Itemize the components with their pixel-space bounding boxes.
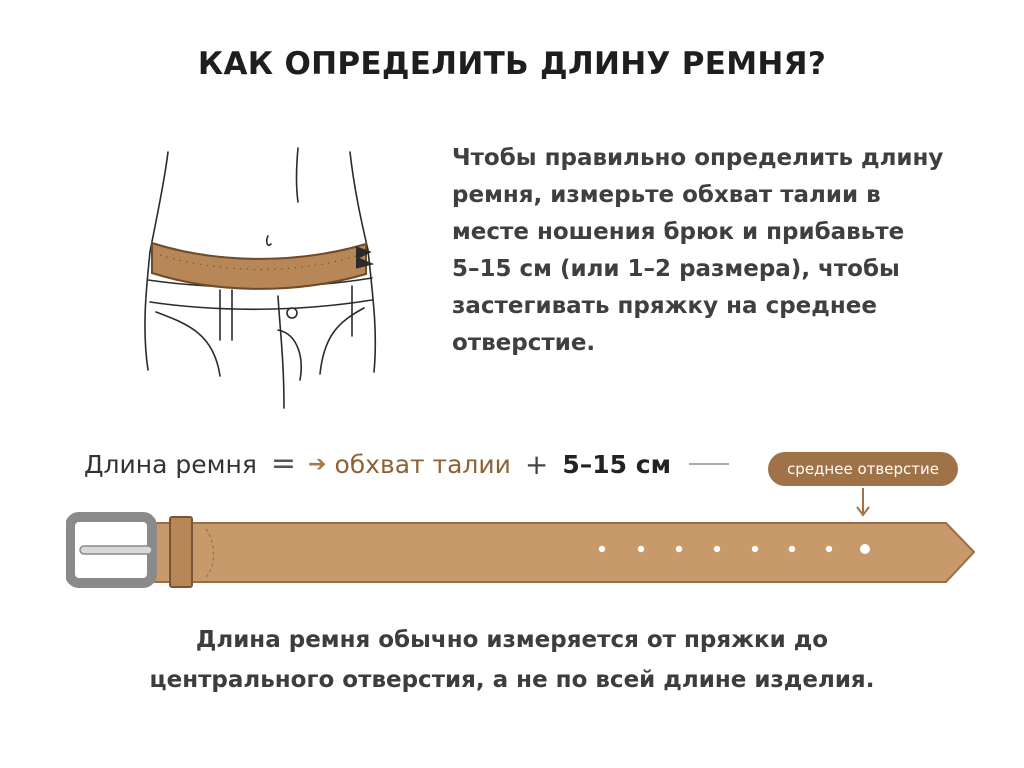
formula-connector [689, 463, 729, 465]
instruction-line: месте ношения брюк и прибавьте [452, 219, 905, 245]
instruction-line: отверстие. [452, 330, 596, 356]
torso-right-contour [350, 152, 368, 250]
belt-loop-left [220, 290, 232, 340]
belt-hole [789, 546, 795, 552]
navel [267, 236, 271, 245]
instruction-line: застегивать пряжку на среднее [452, 293, 877, 319]
instruction-line: ремня, измерьте обхват талии в [452, 182, 881, 208]
middle-belt-hole [860, 544, 870, 554]
arrow-icon: ➔ [308, 451, 327, 477]
belt-length-formula [84, 444, 774, 484]
plus-sign: + [524, 447, 549, 481]
page-title: КАК ОПРЕДЕЛИТЬ ДЛИНУ РЕМНЯ? [197, 46, 827, 82]
formula-left: Длина ремня [84, 449, 257, 479]
formula-extra: 5–15 см [562, 449, 672, 479]
pants-fly [278, 296, 284, 408]
belt-hole [752, 546, 758, 552]
formula-waist: обхват талии [334, 449, 511, 479]
measurement-instruction [452, 140, 1000, 362]
belt-hole [599, 546, 605, 552]
buckle-bar [80, 546, 152, 554]
belt-hole [638, 546, 644, 552]
belt-hole [826, 546, 832, 552]
instruction-line: 5–15 см (или 1–2 размера), чтобы [452, 256, 900, 282]
belt-hole [714, 546, 720, 552]
middle-hole-label: среднее отверстие [768, 452, 958, 486]
pocket-left [156, 312, 220, 376]
note-line: центрального отверстия, а не по всей длине изделия. [149, 667, 875, 693]
instruction-line: Чтобы правильно определить длину [452, 145, 944, 171]
belt-strap [152, 523, 974, 582]
equals-sign: = [270, 446, 297, 481]
pocket-right [320, 308, 364, 374]
note-line: Длина ремня обычно измеряется от пряжки до [195, 627, 829, 653]
measurement-note [60, 620, 964, 700]
chest-line [297, 148, 299, 202]
torso-left-contour [150, 152, 168, 252]
belt-illustration [66, 485, 986, 590]
down-arrow-icon [857, 488, 869, 515]
pants-button [287, 308, 297, 318]
torso-illustration [128, 140, 418, 420]
belt-hole [676, 546, 682, 552]
belt-keeper [170, 517, 192, 587]
